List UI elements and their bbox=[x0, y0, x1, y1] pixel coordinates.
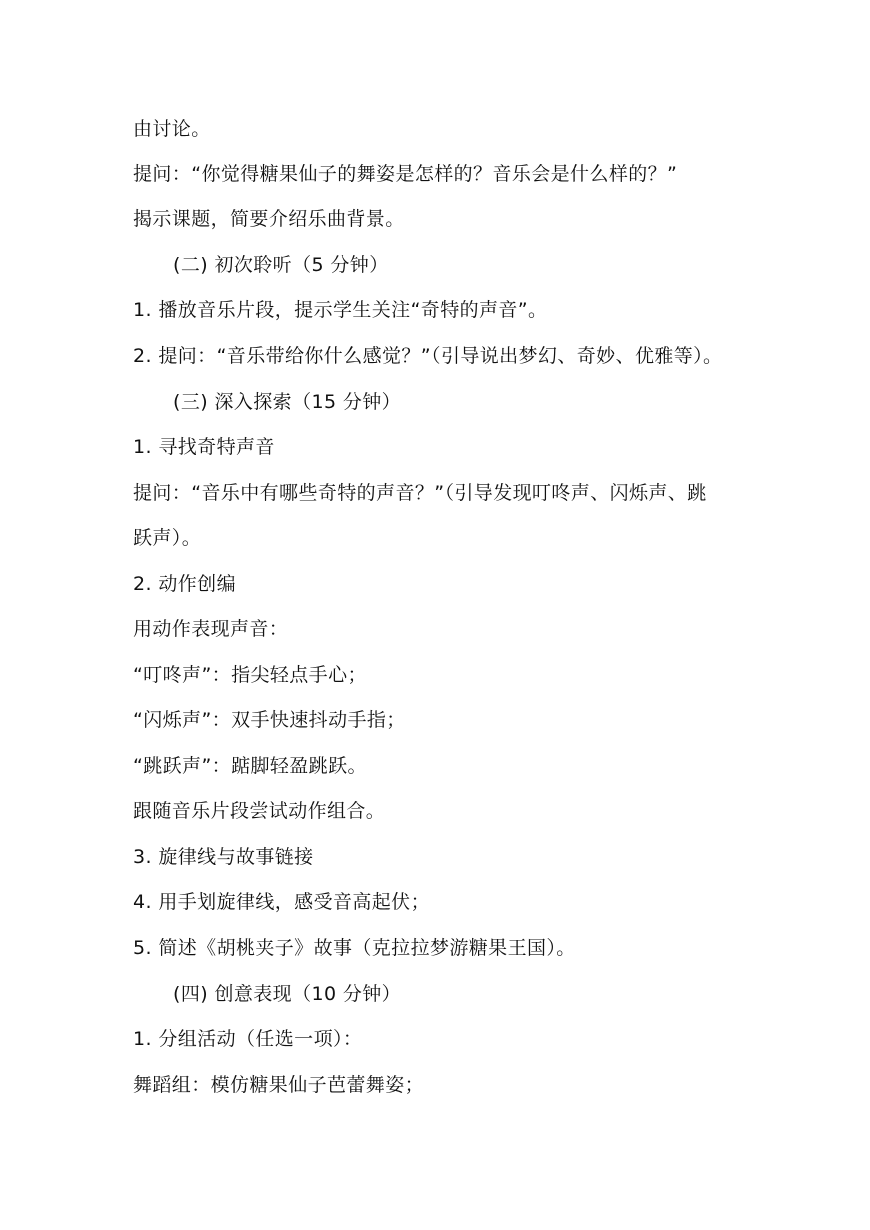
text-line: 跟随音乐片段尝试动作组合。 bbox=[133, 800, 386, 822]
list-item: 2. 动作创编 bbox=[133, 573, 236, 595]
section-heading: (四) 创意表现（10 分钟） bbox=[173, 983, 402, 1005]
list-item: 1. 分组活动（任选一项）： bbox=[133, 1028, 363, 1050]
list-item: 1. 播放音乐片段，提示学生关注“奇特的声音”。 bbox=[133, 299, 548, 321]
text-line: “叮咚声”：指尖轻点手心； bbox=[133, 664, 367, 686]
list-item: 4. 用手划旋律线，感受音高起伏； bbox=[133, 891, 430, 913]
text-line: 提问：“你觉得糖果仙子的舞姿是怎样的？音乐会是什么样的？” bbox=[133, 163, 678, 185]
text-line: 舞蹈组：模仿糖果仙子芭蕾舞姿； bbox=[133, 1074, 425, 1096]
text-line: “跳跃声”：踮脚轻盈跳跃。 bbox=[133, 755, 367, 777]
list-item: 3. 旋律线与故事链接 bbox=[133, 846, 314, 868]
text-line: 提问：“音乐中有哪些奇特的声音？”（引导发现叮咚声、闪烁声、跳 bbox=[133, 482, 707, 504]
text-line: 由讨论。 bbox=[133, 118, 211, 140]
section-heading: (三) 深入探索（15 分钟） bbox=[173, 391, 402, 413]
list-item: 2. 提问：“音乐带给你什么感觉？”（引导说出梦幻、奇妙、优雅等）。 bbox=[133, 345, 723, 367]
section-heading: (二) 初次聆听（5 分钟） bbox=[173, 254, 389, 276]
text-line: “闪烁声”：双手快速抖动手指； bbox=[133, 709, 406, 731]
list-item: 1. 寻找奇特声音 bbox=[133, 436, 275, 458]
text-line: 揭示课题，简要介绍乐曲背景。 bbox=[133, 208, 405, 230]
list-item: 5. 简述《胡桃夹子》故事（克拉拉梦游糖果王国）。 bbox=[133, 937, 576, 959]
text-line: 用动作表现声音： bbox=[133, 618, 289, 640]
text-line: 跃声）。 bbox=[133, 527, 202, 549]
